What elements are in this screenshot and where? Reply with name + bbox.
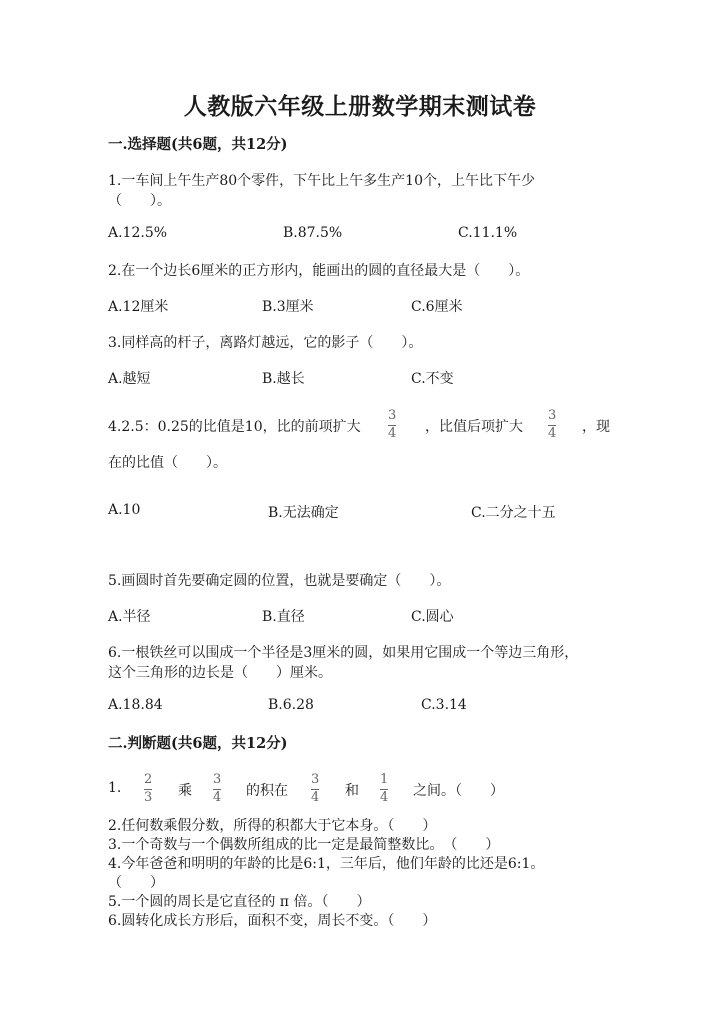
q2-option-c[interactable]: C.6厘米	[411, 299, 463, 315]
q2-option-b[interactable]: B.3厘米	[262, 299, 314, 315]
j4-text-line1: 4.今年爸爸和明明的年龄的比是6:1，三年后，他们年龄的比还是6:1。	[108, 856, 545, 872]
j1-fraction-4-denominator: 4	[380, 789, 389, 805]
section-heading-judgement: 二.判断题(共6题，共12分)	[108, 735, 288, 752]
page-title: 人教版六年级上册数学期末测试卷	[183, 93, 537, 120]
q5-option-b[interactable]: B.直径	[262, 609, 305, 625]
j4-text-line2: （ ）	[108, 875, 164, 891]
q6-text-line2: 这个三角形的边长是（ ）厘米。	[108, 665, 332, 681]
q6-option-c[interactable]: C.3.14	[421, 697, 467, 713]
q2-text: 2.在一个边长6厘米的正方形内，能画出的圆的直径最大是（ ）。	[108, 263, 530, 279]
j1-fraction-2-denominator: 4	[213, 789, 222, 805]
q4-text-part2: ，比值后项扩大	[425, 419, 523, 435]
q1-option-c[interactable]: C.11.1%	[458, 225, 518, 241]
q4-fraction-1-denominator: 4	[388, 425, 397, 441]
q4-option-a[interactable]: A.10	[108, 502, 141, 518]
q1-option-a[interactable]: A.12.5%	[108, 225, 168, 241]
j1-fraction-4	[380, 773, 388, 806]
q1-option-b[interactable]: B.87.5%	[283, 225, 343, 241]
q3-text: 3.同样高的杆子，离路灯越远，它的影子（ ）。	[108, 335, 423, 351]
q4-option-b[interactable]: B.无法确定	[268, 505, 339, 521]
q2-option-a[interactable]: A.12厘米	[108, 299, 169, 315]
q4-fraction-1	[388, 409, 396, 442]
j1-word-product: 的积在	[246, 783, 288, 799]
j1-fraction-4-numerator: 1	[380, 772, 389, 787]
q4-fraction-1-numerator: 3	[388, 408, 397, 423]
q6-option-b[interactable]: B.6.28	[268, 697, 314, 713]
q4-fraction-2	[548, 409, 556, 442]
q5-option-c[interactable]: C.圆心	[411, 609, 454, 625]
j3-text: 3.一个奇数与一个偶数所组成的比一定是最简整数比。 （ ）	[108, 837, 500, 853]
j5-text: 5.一个圆的周长是它直径的 π 倍。（ ）	[108, 894, 371, 910]
q1-blank: （ ）。	[108, 193, 171, 209]
q5-option-a[interactable]: A.半径	[108, 609, 151, 625]
j1-fraction-2-numerator: 3	[213, 772, 222, 787]
q4-fraction-2-denominator: 4	[548, 425, 557, 441]
section-heading-choice: 一.选择题(共6题，共12分)	[108, 136, 288, 153]
j1-number: 1.	[108, 780, 122, 796]
q3-option-b[interactable]: B.越长	[262, 371, 305, 387]
q6-text-line1: 6.一根铁丝可以围成一个半径是3厘米的圆，如果用它围成一个等边三角形，	[108, 645, 579, 661]
q4-text-part1: 4.2.5：0.25的比值是10，比的前项扩大	[108, 419, 361, 435]
j1-fraction-3-numerator: 3	[311, 772, 320, 787]
j1-word-multiply: 乘	[178, 783, 192, 799]
q3-option-a[interactable]: A.越短	[108, 371, 151, 387]
q4-text-line2: 在的比值（ ）。	[108, 455, 227, 471]
j1-fraction-1-denominator: 3	[144, 789, 153, 805]
j1-fraction-1	[144, 773, 152, 806]
j6-text: 6.圆转化成长方形后，面积不变，周长不变。（ ）	[108, 913, 437, 929]
j1-word-and: 和	[345, 783, 359, 799]
j1-word-between: 之间。（ ）	[413, 783, 504, 799]
j1-fraction-1-numerator: 2	[144, 772, 153, 787]
q1-text: 1.一车间上午生产80个零件，下午比上午多生产10个，上午比下午少	[108, 173, 535, 189]
q4-text-part3: ，现	[582, 419, 610, 435]
q4-fraction-2-numerator: 3	[548, 408, 557, 423]
q4-option-c[interactable]: C.二分之十五	[471, 505, 556, 521]
q6-option-a[interactable]: A.18.84	[108, 697, 163, 713]
q3-option-c[interactable]: C.不变	[411, 371, 454, 387]
q5-text: 5.画圆时首先要确定圆的位置，也就是要确定（ ）。	[108, 573, 451, 589]
j1-fraction-3	[311, 773, 319, 806]
j1-fraction-2	[213, 773, 221, 806]
j1-fraction-3-denominator: 4	[311, 789, 320, 805]
j2-text: 2.任何数乘假分数，所得的积都大于它本身。（ ）	[108, 818, 437, 834]
